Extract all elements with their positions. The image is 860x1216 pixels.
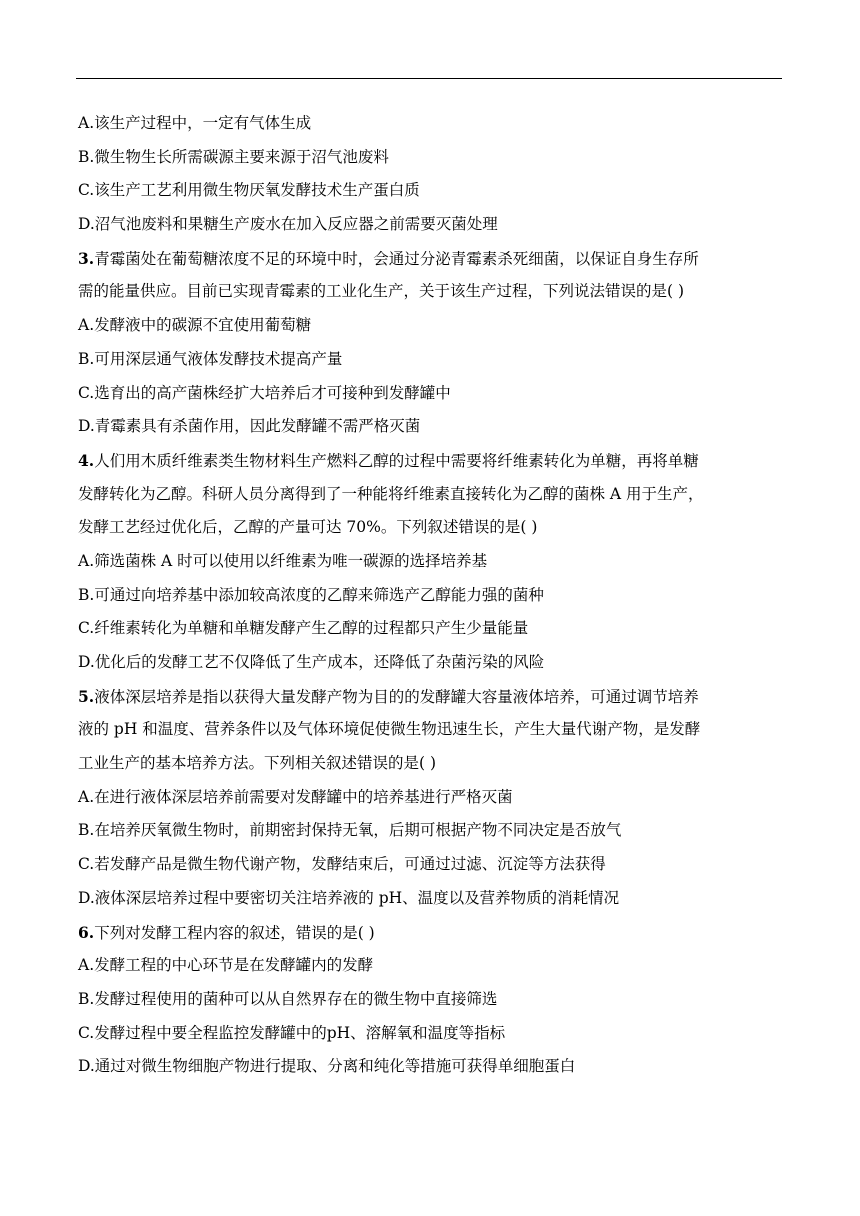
- q6-stem-line-1: [78, 916, 782, 950]
- q4-option-b: B.可通过向培养基中添加较高浓度的乙醇来筛选产乙醇能力强的菌种: [78, 585, 544, 604]
- q5-stem-line-3: 工业生产的基本培养方法。下列相关叙述错误的是( ): [78, 754, 437, 773]
- q6-option-b: B.发酵过程使用的菌种可以从自然界存在的微生物中直接筛选: [78, 989, 498, 1008]
- q5-option-c: C.若发酵产品是微生物代谢产物，发酵结束后，可通过过滤、沉淀等方法获得: [78, 855, 606, 874]
- q4-stem-line-2: 发酵转化为乙醇。科研人员分离得到了一种能将纤维素直接转化为乙醇的菌株 A 用于生产，: [78, 484, 704, 503]
- q2-option-c: C.该生产工艺利用微生物厌氧发酵技术生产蛋白质: [78, 181, 420, 200]
- q6-stem-text-1: 下列对发酵工程内容的叙述，错误的是( ): [94, 923, 375, 942]
- q6-option-d: D.通过对微生物细胞产物进行提取、分离和纯化等措施可获得单细胞蛋白: [78, 1057, 576, 1076]
- q4-stem-line-1: [78, 444, 782, 478]
- q4-option-d: D.优化后的发酵工艺不仅降低了生产成本，还降低了杂菌污染的风险: [78, 653, 545, 671]
- q4-option-c: C.纤维素转化为单糖和单糖发酵产生乙醇的过程都只产生少量能量: [78, 619, 529, 638]
- q4-stem-line-3: 发酵工艺经过优化后，乙醇的产量可达 70%。下列叙述错误的是( ): [78, 518, 538, 537]
- q5-option-d: D.液体深层培养过程中要密切关注培养液的 pH、温度以及营养物质的消耗情况: [78, 888, 620, 907]
- q5-option-a: A.在进行液体深层培养前需要对发酵罐中的培养基进行严格灭菌: [78, 787, 513, 806]
- q3-stem-line-2: 需的能量供应。目前已实现青霉素的工业化生产，关于该生产过程，下列说法错误的是( ): [78, 282, 685, 301]
- q2-option-d: D.沼气池废料和果糖生产废水在加入反应器之前需要灭菌处理: [78, 215, 498, 234]
- q3-option-d: D.青霉素具有杀菌作用，因此发酵罐不需严格灭菌: [78, 417, 421, 436]
- q5-option-b: B.在培养厌氧微生物时，前期密封保持无氧，后期可根据产物不同决定是否放气: [78, 821, 622, 840]
- q3-option-a: A.发酵液中的碳源不宜使用葡萄糖: [78, 316, 312, 335]
- q5-stem-text-1: 液体深层培养是指以获得大量发酵产物为目的的发酵罐大容量液体培养，可通过调节培养: [94, 687, 699, 706]
- q3-number: 3.: [78, 248, 95, 268]
- q3-option-b: B.可用深层通气液体发酵技术提高产量: [78, 349, 343, 368]
- q4-number: 4.: [78, 450, 95, 470]
- q2-option-b: B.微生物生长所需碳源主要来源于沼气池废料: [78, 147, 389, 166]
- q3-stem-text-1: 青霉菌处在葡萄糖浓度不足的环境中时，会通过分泌青霉素杀死细菌，以保证自身生存所: [94, 249, 699, 268]
- q4-option-a: A.筛选菌株 A 时可以使用以纤维素为唯一碳源的选择培养基: [78, 551, 488, 570]
- header-rule: [76, 78, 782, 79]
- question-content: [78, 107, 782, 1084]
- q2-option-a: A.该生产过程中，一定有气体生成: [78, 114, 312, 132]
- q3-stem-line-1: [78, 242, 782, 276]
- q5-stem-line-2: 液的 pH 和温度、营养条件以及气体环境促使微生物迅速生长，产生大量代谢产物，是发酵: [78, 720, 701, 739]
- q6-option-c: C.发酵过程中要全程监控发酵罐中的pH、溶解氧和温度等指标: [78, 1023, 506, 1042]
- q4-stem-text-1: 人们用木质纤维素类生物材料生产燃料乙醇的过程中需要将纤维素转化为单糖，再将单糖: [94, 451, 699, 470]
- q3-option-c: C.选育出的高产菌株经扩大培养后才可接种到发酵罐中: [78, 383, 451, 402]
- q6-number: 6.: [78, 922, 95, 942]
- q5-number: 5.: [78, 686, 95, 706]
- q6-option-a: A.发酵工程的中心环节是在发酵罐内的发酵: [78, 956, 374, 975]
- q5-stem-line-1: [78, 680, 782, 714]
